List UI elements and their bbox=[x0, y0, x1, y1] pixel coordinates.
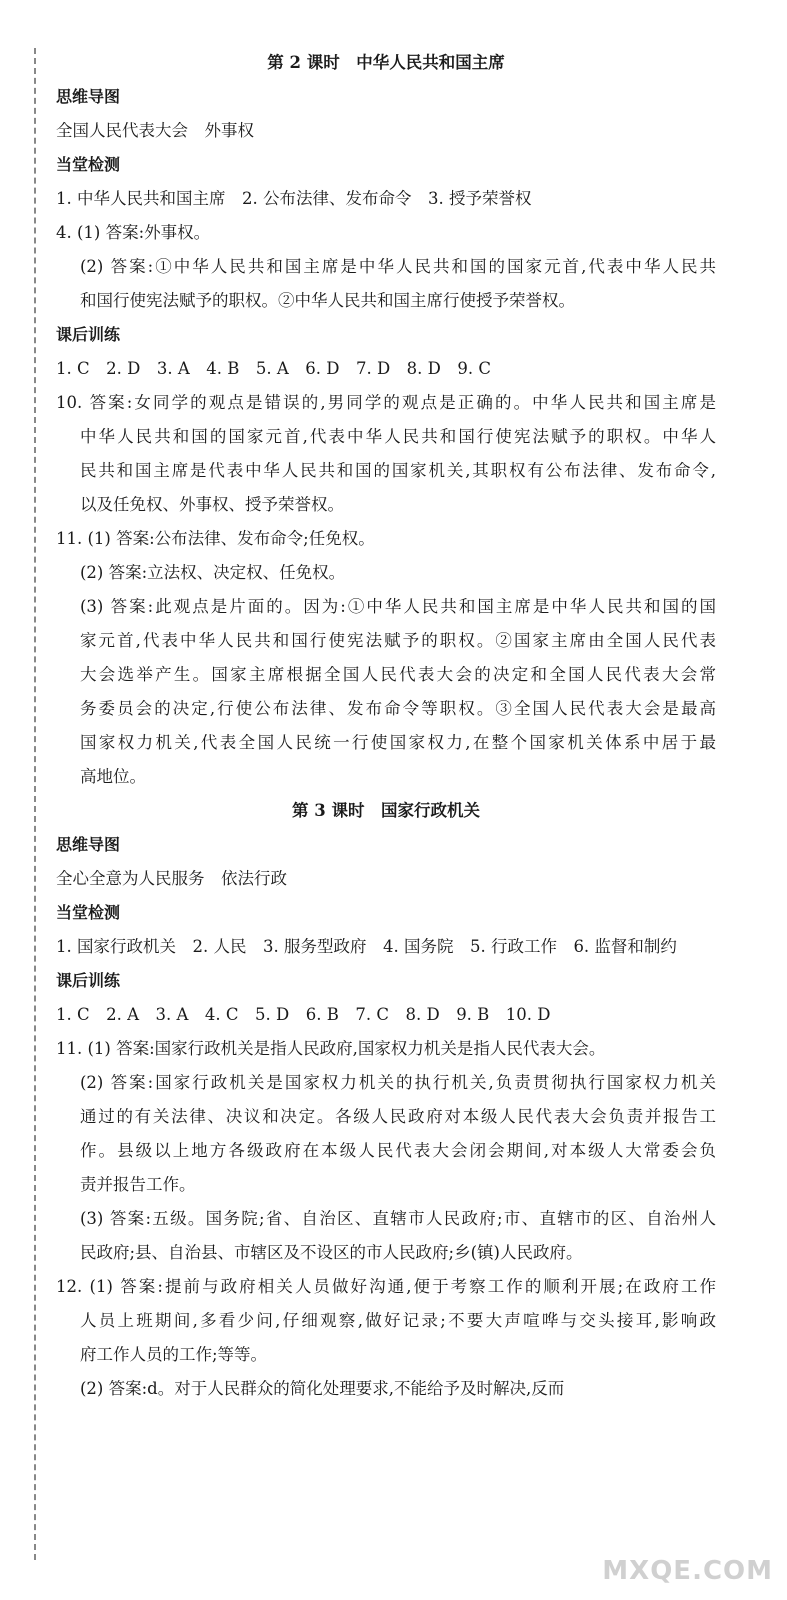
lesson-title: 第 3 课时 国家行政机关 bbox=[292, 801, 480, 820]
section-heading: 当堂检测 bbox=[56, 903, 121, 922]
text-line: 全国人民代表大会 外事权 bbox=[56, 121, 254, 140]
text-line: 4. (1) 答案:外事权。 bbox=[56, 223, 211, 242]
section-heading: 思维导图 bbox=[56, 87, 121, 106]
section-heading: 课后训练 bbox=[56, 971, 121, 990]
text-line: 11. (1) 答案:国家行政机关是指人民政府,国家权力机关是指人民代表大会。 bbox=[56, 1039, 606, 1058]
text-line: (3) 答案:此观点是片面的。因为:①中华人民共和国主席是中华人民共和国的国 bbox=[80, 597, 716, 616]
text-line: 10. 答案:女同学的观点是错误的,男同学的观点是正确的。中华人民共和国主席是 bbox=[56, 393, 716, 412]
text-line: 大会选举产生。国家主席根据全国人民代表大会的决定和全国人民代表大会常 bbox=[80, 665, 716, 684]
text-line: 11. (1) 答案:公布法律、发布命令;任免权。 bbox=[56, 529, 375, 548]
section-heading: 思维导图 bbox=[56, 835, 121, 854]
text-line: 12. (1) 答案:提前与政府相关人员做好沟通,便于考察工作的顺利开展;在政府工作 bbox=[56, 1277, 716, 1296]
text-line: 民政府;县、自治县、市辖区及不设区的市人民政府;乡(镇)人民政府。 bbox=[80, 1243, 583, 1262]
answer-page bbox=[56, 46, 716, 1406]
text-line: 1. C 2. A 3. A 4. C 5. D 6. B 7. C 8. D 9. B 10. D bbox=[56, 1005, 551, 1024]
text-line: 通过的有关法律、决议和决定。各级人民政府对本级人民代表大会负责并报告工 bbox=[80, 1107, 716, 1126]
text-line: 责并报告工作。 bbox=[80, 1175, 196, 1194]
text-line: 家元首,代表中华人民共和国行使宪法赋予的职权。②国家主席由全国人民代表 bbox=[80, 631, 716, 650]
dashed-margin-line bbox=[34, 48, 36, 1560]
section-heading: 当堂检测 bbox=[56, 155, 121, 174]
watermark: MXQE.COM bbox=[602, 1556, 773, 1586]
section-heading: 课后训练 bbox=[56, 325, 121, 344]
text-line: 高地位。 bbox=[80, 767, 146, 786]
text-line: 府工作人员的工作;等等。 bbox=[80, 1345, 268, 1364]
text-line: 以及任免权、外事权、授予荣誉权。 bbox=[80, 495, 344, 514]
text-line: (3) 答案:五级。国务院;省、自治区、直辖市人民政府;市、直辖市的区、自治州人 bbox=[80, 1209, 716, 1228]
text-line: 作。县级以上地方各级政府在本级人民代表大会闭会期间,对本级人大常委会负 bbox=[80, 1141, 716, 1160]
text-line: 务委员会的决定,行使公布法律、发布命令等职权。③全国人民代表大会是最高 bbox=[80, 699, 716, 718]
text-line: (2) 答案:国家行政机关是国家权力机关的执行机关,负责贯彻执行国家权力机关 bbox=[80, 1073, 716, 1092]
text-line: 全心全意为人民服务 依法行政 bbox=[56, 869, 287, 888]
text-line: (2) 答案:d。对于人民群众的简化处理要求,不能给予及时解决,反而 bbox=[80, 1379, 565, 1398]
text-line: 人员上班期间,多看少问,仔细观察,做好记录;不要大声喧哗与交头接耳,影响政 bbox=[80, 1311, 716, 1330]
text-line: 民共和国主席是代表中华人民共和国的国家机关,其职权有公布法律、发布命令, bbox=[80, 461, 716, 480]
text-line: 1. C 2. D 3. A 4. B 5. A 6. D 7. D 8. D 9. C bbox=[56, 359, 492, 378]
text-line: 1. 中华人民共和国主席 2. 公布法律、发布命令 3. 授予荣誉权 bbox=[56, 189, 532, 208]
text-line: 国家权力机关,代表全国人民统一行使国家权力,在整个国家机关体系中居于最 bbox=[80, 733, 716, 752]
text-line: 和国行使宪法赋予的职权。②中华人民共和国主席行使授予荣誉权。 bbox=[80, 291, 575, 310]
lesson-title: 第 2 课时 中华人民共和国主席 bbox=[267, 53, 505, 72]
text-line: 中华人民共和国的国家元首,代表中华人民共和国行使宪法赋予的职权。中华人 bbox=[80, 427, 716, 446]
text-line: 1. 国家行政机关 2. 人民 3. 服务型政府 4. 国务院 5. 行政工作 6. 监督和制约 bbox=[56, 937, 677, 956]
text-line: (2) 答案:①中华人民共和国主席是中华人民共和国的国家元首,代表中华人民共 bbox=[80, 257, 716, 276]
text-line: (2) 答案:立法权、决定权、任免权。 bbox=[80, 563, 346, 582]
